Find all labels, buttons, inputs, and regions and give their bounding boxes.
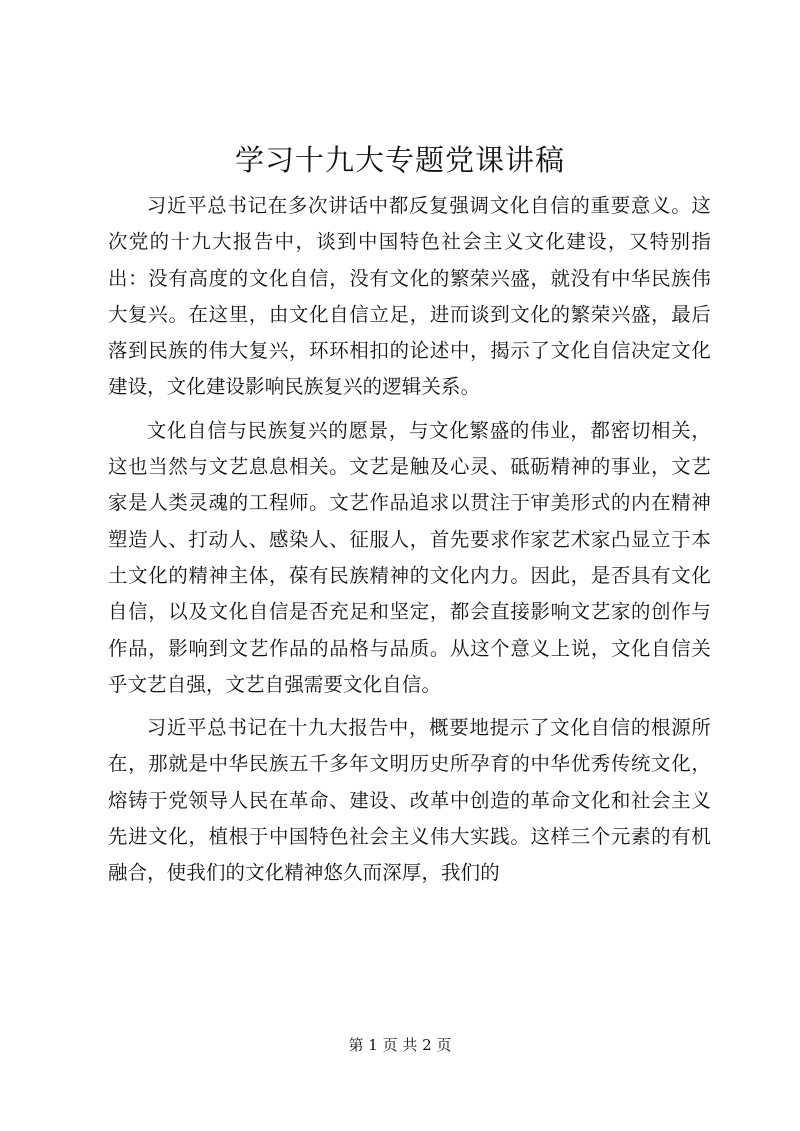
page-footer: 第 1 页 共 2 页 <box>348 1036 452 1054</box>
paragraph-2: 文化自信与民族复兴的愿景，与文化繁盛的伟业，都密切相关，这也当然与文艺息息相关。文艺是触及心灵、砥砺精神的事业，文艺家是人类灵魂的工程师。文艺作品追求以贯注于审美形式的内在精神塑造人、打动人、感染人、征服人，首先要求作家艺术家凸显立于本土文化的精神主体，葆有民族精神的文化内力。因此，是否具有文化自信，以及文化自信是否充足和坚定，都会直接影响文艺家的创作与作品，影响到文艺作品的品格与品质。从这个意义上说，文化自信关乎文艺自强，文艺自强需要文化自信。 <box>108 418 711 696</box>
document-title: 学习十九大专题党课讲稿 <box>234 143 565 177</box>
document-body <box>108 188 711 899</box>
paragraph-3: 习近平总书记在十九大报告中，概要地提示了文化自信的根源所在，那就是中华民族五千多年文明历史所孕育的中华优秀传统文化，熔铸于党领导人民在革命、建设、改革中创造的革命文化和社会主义先进文化，植根于中国特色社会主义伟大实践。这样三个元素的有机融合，使我们的文化精神悠久而深厚，我们的 <box>108 716 711 885</box>
paragraph-1: 习近平总书记在多次讲话中都反复强调文化自信的重要意义。这次党的十九大报告中，谈到中国特色社会主义文化建设，又特别指出：没有高度的文化自信，没有文化的繁荣兴盛，就没有中华民族伟大复兴。在这里，由文化自信立足，进而谈到文化的繁荣兴盛，最后落到民族的伟大复兴，环环相扣的论述中，揭示了文化自信决定文化建设，文化建设影响民族复兴的逻辑关系。 <box>108 194 711 399</box>
